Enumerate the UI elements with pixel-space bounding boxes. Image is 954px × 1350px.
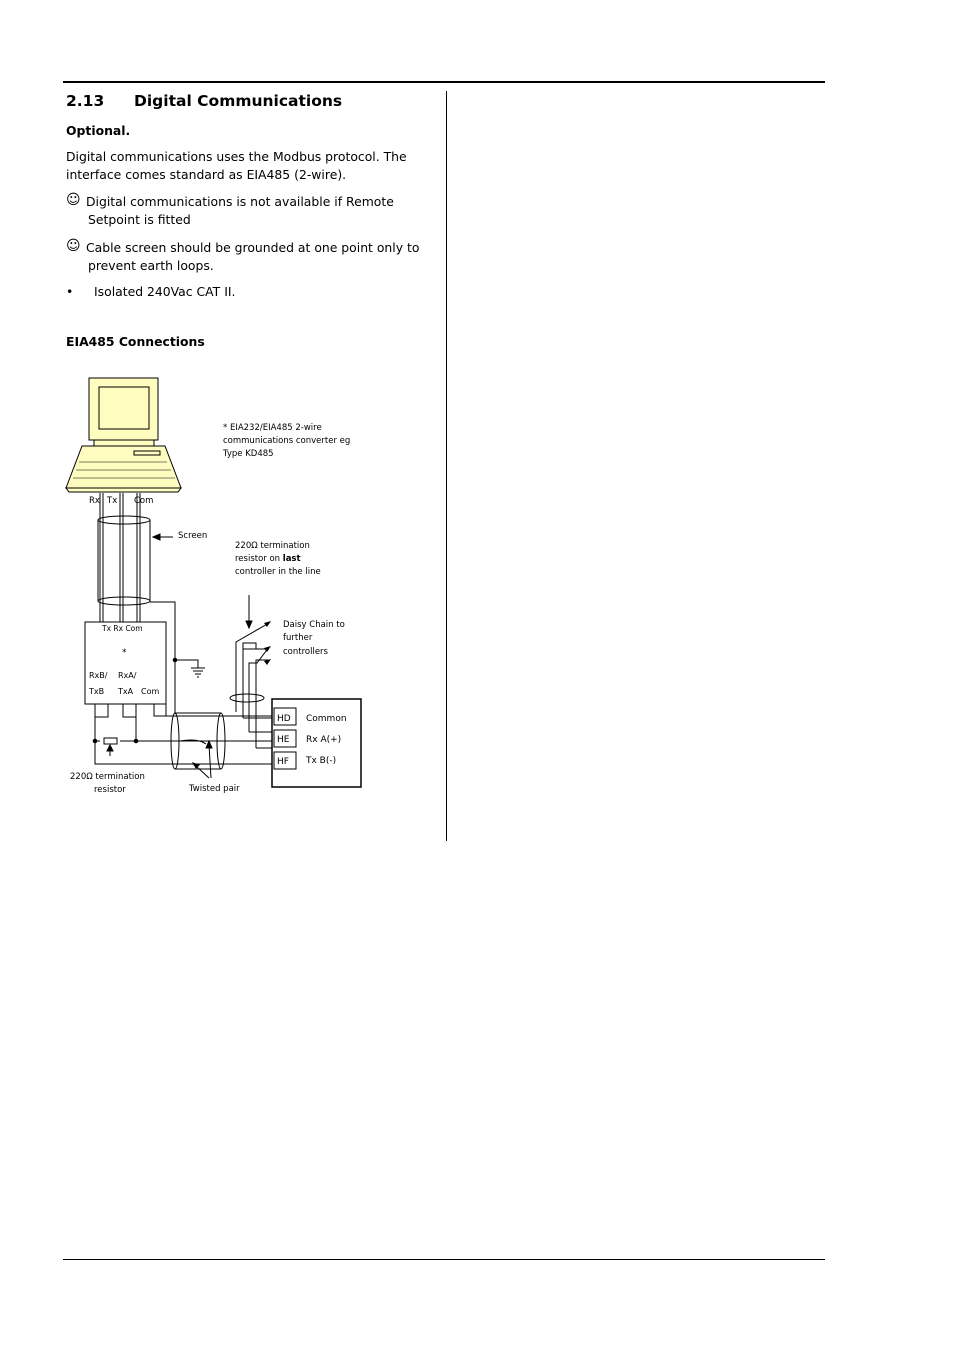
daisy-chain-resistor-icon — [243, 643, 256, 649]
pc-com-label: Com — [134, 496, 154, 506]
terminal-id: HF — [277, 757, 289, 767]
section-number: 2.13 — [66, 92, 105, 110]
terminal-id: HE — [277, 735, 290, 745]
note-line: Cable screen should be grounded at one point only to — [86, 240, 420, 255]
twisted-pair-arrow-icon — [193, 741, 212, 778]
termination-last-note: 220Ω termination — [235, 541, 310, 551]
daisy-chain-note: controllers — [283, 647, 328, 657]
daisy-chain-note: Daisy Chain to — [283, 620, 345, 630]
terminal-label: Rx A(+) — [306, 735, 342, 745]
daisy-chain-arrow-icon — [264, 621, 271, 665]
termination-last-note: controller in the line — [235, 567, 321, 577]
note-line: Setpoint is fitted — [88, 212, 191, 227]
converter-note: * EIA232/EIA485 2-wire — [223, 423, 322, 433]
subheading: EIA485 Connections — [66, 334, 205, 349]
pc-rx-label: Rx — [89, 496, 100, 506]
twisted-pair-cable — [171, 713, 225, 769]
bullet-text: Isolated 240Vac CAT II. — [94, 284, 236, 299]
intro-line: Digital communications uses the Modbus protocol. The — [66, 149, 407, 164]
converter-star: * — [122, 648, 127, 658]
termination-resistor-note: resistor — [94, 785, 126, 795]
termination-last-prefix: resistor on — [235, 554, 283, 564]
smiley-icon: ☺ — [66, 192, 81, 208]
converter-note: Type KD485 — [223, 449, 274, 459]
note-line: prevent earth loops. — [88, 258, 214, 273]
section-title: Digital Communications — [134, 92, 343, 110]
termination-arrow-icon — [246, 595, 252, 628]
intro-line: interface comes standard as EIA485 (2-wire). — [66, 166, 347, 182]
pc-tx-label: Tx — [107, 496, 118, 506]
termination-last-emph: last — [282, 554, 301, 564]
daisy-chain-note: further — [283, 633, 313, 643]
screen-label: Screen — [178, 531, 208, 541]
screen-arrow-icon — [153, 534, 173, 540]
computer-icon — [66, 378, 181, 492]
converter-note: communications converter eg — [223, 436, 351, 446]
note-line: Digital communications is not available if Remote — [86, 194, 394, 209]
converter-txa: TxA — [118, 687, 134, 696]
optional-label: Optional. — [66, 123, 131, 138]
terminal-id: HD — [277, 714, 291, 724]
converter-rxa: RxA/ — [118, 671, 137, 680]
converter-com: Com — [141, 687, 160, 696]
converter-txb: TxB — [89, 687, 105, 696]
twisted-pair-label: Twisted pair — [189, 784, 240, 794]
termination-resistor-note: 220Ω termination — [70, 772, 145, 782]
bullet-glyph: • — [66, 284, 74, 299]
smiley-icon: ☺ — [66, 238, 81, 254]
terminal-label: Common — [306, 714, 347, 724]
converter-top-label: Tx Rx Com — [102, 624, 143, 633]
terminal-label: Tx B(-) — [306, 756, 337, 766]
ground-icon — [173, 658, 205, 677]
converter-rxb: RxB/ — [89, 671, 108, 680]
termination-last-note — [235, 554, 301, 564]
